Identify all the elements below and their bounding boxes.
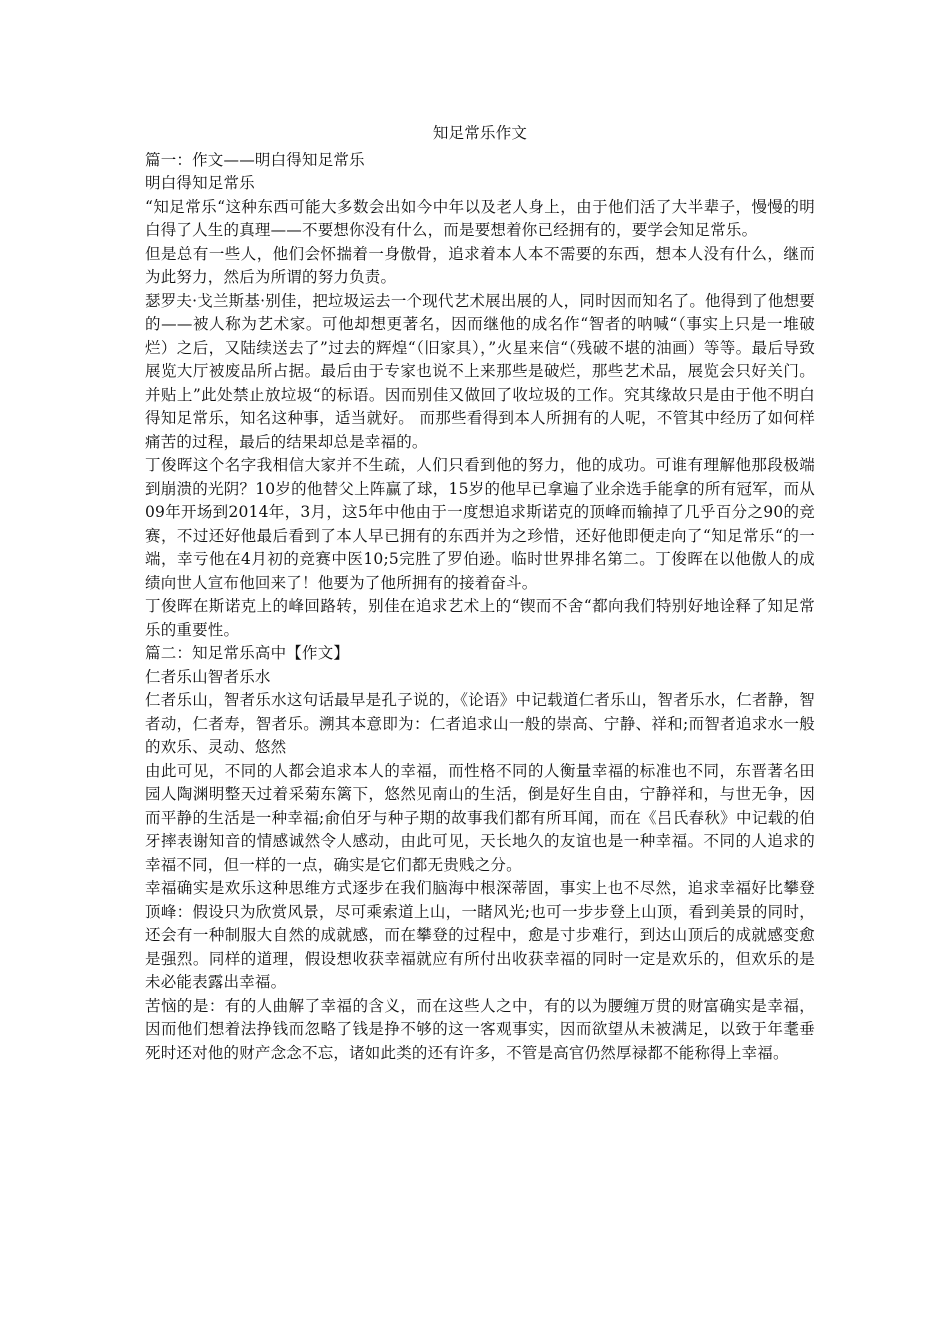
paragraph-6: 丁俊晖这个名字我相信大家并不生疏，人们只看到他的努力，他的成功。可谁有理解他那段极端到崩溃的光阴？10岁的他替父上阵赢了球，15岁的他早已拿遍了业余选手能拿的所有冠军，而从09年开场到2014年，3月，这5年中他由于一度想追求斯诺克的顶峰而输掉了几乎百分之90的竞赛，不过还好他最后看到了本人早已拥有的东西并为之珍惜，还好他即便走向了“知足常乐“的一端，幸亏他在4月初的竞赛中医10;5完胜了罗伯逊。临时世界排名第二。丁俊晖在以他傲人的成绩向世人宣布他回来了！他要为了他所拥有的接着奋斗。 (145, 456, 815, 592)
document-page (145, 122, 815, 1065)
paragraph-7: 丁俊晖在斯诺克上的峰回路转，别佳在追求艺术上的“锲而不舍“都向我们特别好地诠释了知足常乐的重要性。 (145, 597, 815, 639)
paragraph-4: 但是总有一些人，他们会怀揣着一身傲骨，追求着本人本不需要的东西，想本人没有什么，继而为此努力，然后为所谓的努力负责。 (145, 244, 815, 286)
paragraph-2: 明白得知足常乐 (145, 174, 255, 192)
paragraph-11: 由此可见，不同的人都会追求本人的幸福，而性格不同的人衡量幸福的标准也不同，东晋著名田园人陶渊明整天过着采菊东篱下，悠然见南山的生活，倒是好生自由，宁静祥和，与世无争，因而平静的生活是一种幸福;俞伯牙与种子期的故事我们都有所耳闻，而在《吕氏春秋》中记载的伯牙摔表谢知音的情感诚然令人感动，由此可见，天长地久的友谊也是一种幸福。不同的人追求的幸福不同，但一样的一点，确实是它们都无贵贱之分。 (145, 761, 815, 874)
document-title: 知足常乐作文 (432, 124, 528, 142)
document-body (145, 149, 815, 1066)
paragraph-12: 幸福确实是欢乐这种思维方式逐步在我们脑海中根深蒂固，事实上也不尽然，追求幸福好比攀登顶峰：假设只为欣赏风景，尽可乘索道上山，一睹风光;也可一步步登上山顶，看到美景的同时，还会有一种制服大自然的成就感，而在攀登的过程中，愈是寸步难行，到达山顶后的成就感变愈是强烈。同样的道理，假设想收获幸福就应有所付出收获幸福的同时一定是欢乐的，但欢乐的是未必能表露出幸福。 (145, 879, 815, 991)
paragraph-8: 篇二：知足常乐高中【作文】 (145, 644, 350, 662)
paragraph-9: 仁者乐山智者乐水 (145, 667, 271, 686)
paragraph-5: 瑟罗夫·戈兰斯基·别佳，把垃圾运去一个现代艺术展出展的人，同时因而知名了。他得到了他想要的——被人称为艺术家。可他却想更著名，因而继他的成名作“智者的呐喊“（事实上只是一堆破烂）之后，又陆续送去了”过去的辉煌“（旧家具），”火星来信“（残破不堪的油画）等等。最后导致展览大厅被废品所占据。最后由于专家也说不上来那些是破烂，那些艺术品，展览会只好关门。并贴上”此处禁止放垃圾“的标语。因而别佳又做回了收垃圾的工作。究其缘故只是由于他不明白得知足常乐，知名这种事，适当就好。 而那些看得到本人所拥有的人呢，不管其中经历了如何样痛苦的过程，最后的结果却总是幸福的。 (145, 291, 815, 451)
paragraph-1: 篇一：作文——明白得知足常乐 (145, 150, 365, 169)
paragraph-3: “知足常乐“这种东西可能大多数会出如今中年以及老人身上，由于他们活了大半辈子，慢慢的明白得了人生的真理——不要想你没有什么，而是要想着你已经拥有的，要学会知足常乐。 (145, 197, 815, 239)
paragraph-13: 苦恼的是：有的人曲解了幸福的含义，而在这些人之中，有的以为腰缠万贯的财富确实是幸福，因而他们想着法挣钱而忽略了钱是挣不够的这一客观事实，因而欲望从未被满足，以致于年耄垂死时还对他的财产念念不忘，诸如此类的还有许多，不管是高官仍然厚禄都不能称得上幸福。 (145, 996, 815, 1062)
paragraph-10: 仁者乐山，智者乐水这句话最早是孔子说的，《论语》中记载道仁者乐山，智者乐水，仁者静，智者动，仁者寿，智者乐。溯其本意即为：仁者追求山一般的崇高、宁静、祥和;而智者追求水一般的欢乐、灵动、悠然 (145, 691, 815, 756)
